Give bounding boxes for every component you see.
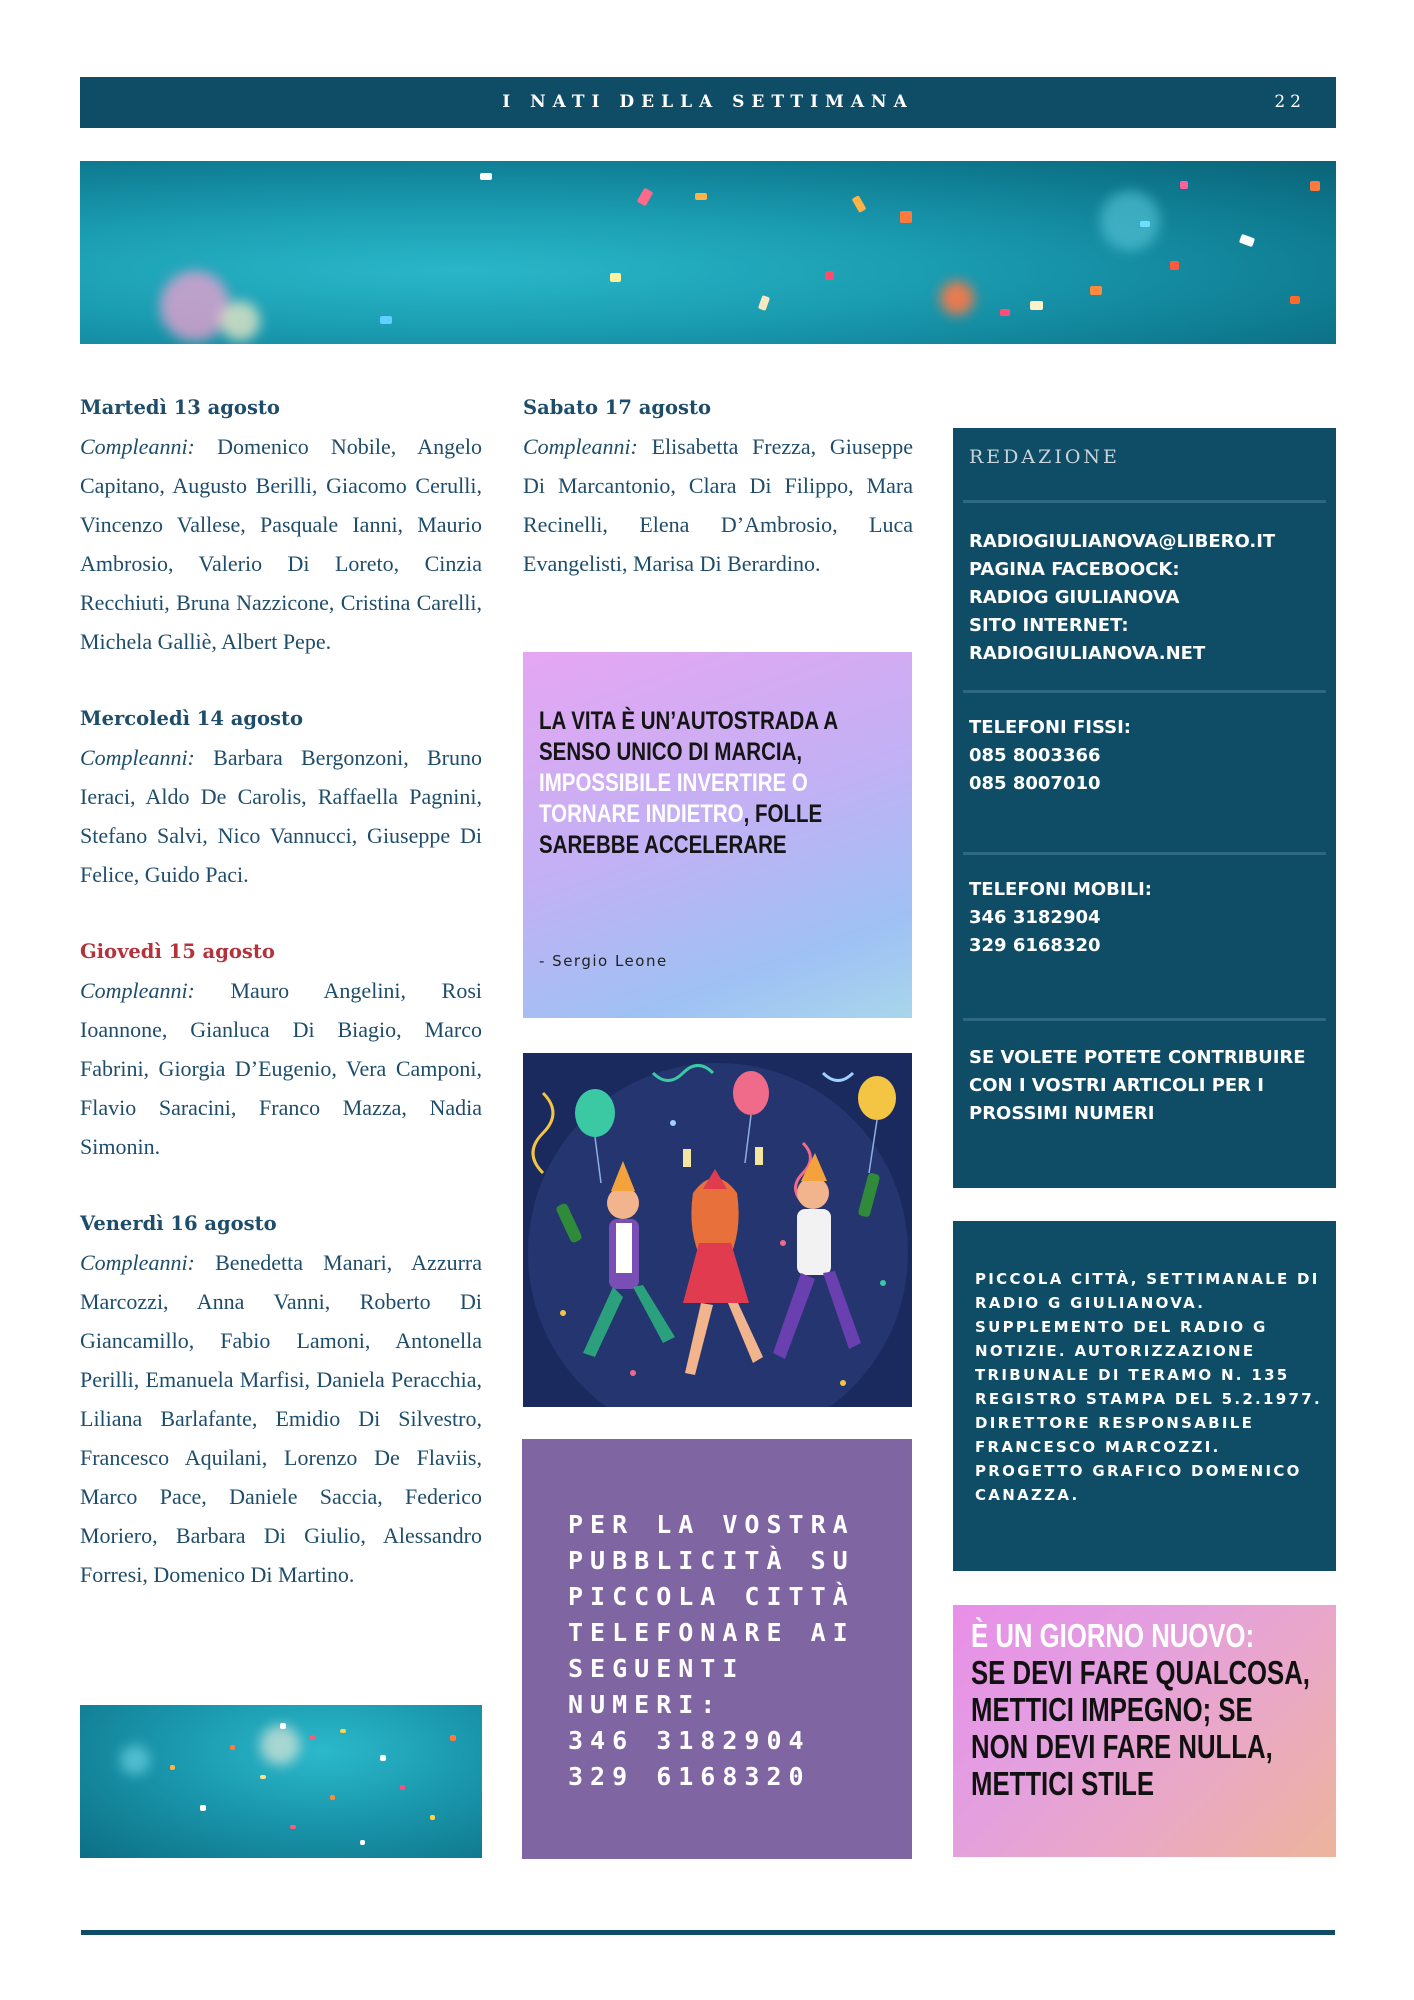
dancing-people-illustration (523, 1053, 912, 1407)
confetti-banner-image (80, 161, 1336, 344)
quote-part: LA VITA È UN’AUTOSTRADA A SENSO UNICO DI MARCIA, (539, 707, 838, 766)
page-header (80, 77, 1336, 128)
contribute-line: PROSSIMI NUMERI (969, 1103, 1155, 1124)
fixed-phones-label: TELEFONI FISSI: (969, 717, 1131, 738)
advertising-box (522, 1439, 912, 1859)
website-label: SITO INTERNET: (969, 615, 1129, 636)
day-names (80, 738, 482, 894)
facebook-value: RADIOG GIULIANOVA (969, 587, 1180, 608)
divider (963, 500, 1326, 503)
day-names (80, 971, 482, 1166)
phone-number: 085 8007010 (969, 773, 1101, 794)
day-title: Giovedì 15 agosto (80, 940, 275, 963)
colophon-box (953, 1221, 1336, 1571)
birthday-names: Barbara Bergonzoni, Bruno Ieraci, Aldo De Carolis, Raffaella Pagnini, Stefano Salvi, Nico Vannucci, Giuseppe Di Felice, Guido Paci. (80, 745, 482, 887)
quote-part: , FOLLE SAREBBE ACCELERARE (539, 800, 823, 859)
birthday-names: Elisabetta Frezza, Giuseppe Di Marcantonio, Clara Di Filippo, Mara Recinelli, Elena D’Ambrosio, Luca Evangelisti, Marisa Di Berardino. (523, 434, 913, 576)
day-names (80, 427, 482, 661)
quote-card (523, 652, 912, 1018)
phone-number: 329 6168320 (969, 935, 1101, 956)
quote-highlight: È UN GIORNO NUOVO: (971, 1617, 1255, 1654)
contribute-line: CON I VOSTRI ARTICOLI PER I (969, 1075, 1265, 1096)
redazione-title: REDAZIONE (969, 446, 1120, 468)
quote-text (539, 706, 892, 861)
ad-line: PICCOLA CITTÀ (568, 1582, 855, 1611)
quote-card-2 (953, 1605, 1336, 1857)
ad-phone: 346 3182904 (568, 1726, 811, 1755)
ad-line: PER LA VOSTRA (568, 1510, 855, 1539)
birthdays-middle-column (523, 388, 913, 621)
day-entry (80, 932, 482, 1166)
birthdays-label: Compleanni: (80, 434, 195, 459)
phone-number: 346 3182904 (969, 907, 1101, 928)
divider (963, 1018, 1326, 1021)
advertising-text (568, 1507, 912, 1795)
quote-text-2 (971, 1617, 1314, 1802)
confetti-small-image (80, 1705, 482, 1858)
divider (963, 852, 1326, 855)
birthdays-label: Compleanni: (80, 978, 195, 1003)
quote-highlight: IMPOSSIBILE INVERTIRE O TORNARE INDIETRO (539, 769, 808, 828)
facebook-label: PAGINA FACEBOOCK: (969, 559, 1180, 580)
day-title: Venerdì 16 agosto (80, 1212, 277, 1235)
day-entry (523, 388, 913, 583)
mobile-phones-block (969, 876, 1152, 960)
birthday-names: Benedetta Manari, Azzurra Marcozzi, Anna Vanni, Roberto Di Giancamillo, Fabio Lamoni, Antonella Perilli, Emanuela Marfisi, Daniela Peracchia, Liliana Barlafante, Emidio Di Silvestro, Francesco Aquilani, Lorenzo De Flaviis, Marco Pace, Daniele Saccia, Federico Moriero, Barbara Di Giulio, Alessandro Forresi, Domenico Di Martino. (80, 1250, 483, 1587)
email-text: RADIOGIULIANOVA@LIBERO.IT (969, 531, 1276, 552)
redazione-box (953, 428, 1336, 1188)
birthdays-label: Compleanni: (80, 745, 195, 770)
day-title: Martedì 13 agosto (80, 396, 280, 419)
divider (963, 690, 1326, 693)
day-names (80, 1243, 482, 1594)
birthday-names: Mauro Angelini, Rosi Ioannone, Gianluca Di Biagio, Marco Fabrini, Giorgia D’Eugenio, Vera Camponi, Flavio Saracini, Franco Mazza, Nadia Simonin. (80, 978, 482, 1159)
birthdays-label: Compleanni: (80, 1250, 195, 1275)
quote-part: SE DEVI FARE QUALCOSA, METTICI IMPEGNO; SE NON DEVI FARE NULLA, METTICI STILE (971, 1654, 1310, 1802)
day-title: Sabato 17 agosto (523, 396, 711, 419)
quote-author: - Sergio Leone (539, 952, 668, 970)
day-title: Mercoledì 14 agosto (80, 707, 303, 730)
day-names (523, 427, 913, 583)
birthdays-left-column (80, 388, 482, 1632)
ad-phone: 329 6168320 (568, 1762, 811, 1791)
day-entry (80, 1204, 482, 1594)
website-value: RADIOGIULIANOVA.NET (969, 643, 1206, 664)
footer-divider (81, 1930, 1335, 1935)
colophon-text: PICCOLA CITTÀ, SETTIMANALE DI RADIO G GIULIANOVA. SUPPLEMENTO DEL RADIO G NOTIZIE. AUTORIZZAZIONE TRIBUNALE DI TERAMO N. 135 REGISTRO STAMPA DEL 5.2.1977. DIRETTORE RESPONSABILE FRANCESCO MARCOZZI. PROGETTO GRAFICO DOMENICO CANAZZA. (975, 1270, 1322, 1504)
ad-line: PUBBLICITÀ SU (568, 1546, 855, 1575)
fixed-phones-block (969, 714, 1131, 798)
day-entry (80, 699, 482, 894)
day-entry (80, 388, 482, 661)
ad-line: TELEFONARE AI (568, 1618, 855, 1647)
ad-line: SEGUENTI NUMERI: (568, 1654, 745, 1719)
page-number: 22 (1274, 92, 1306, 112)
mobile-phones-label: TELEFONI MOBILI: (969, 879, 1152, 900)
party-illustration (523, 1053, 912, 1407)
birthdays-label: Compleanni: (523, 434, 638, 459)
contribute-line: SE VOLETE POTETE CONTRIBUIRE (969, 1047, 1306, 1068)
contacts-block (969, 528, 1275, 668)
birthday-names: Domenico Nobile, Angelo Capitano, Augusto Berilli, Giacomo Cerulli, Vincenzo Vallese, Pasquale Ianni, Maurio Ambrosio, Valerio Di Loreto, Cinzia Recchiuti, Bruna Nazzicone, Cristina Carelli, Michela Galliè, Albert Pepe. (80, 434, 483, 654)
phone-number: 085 8003366 (969, 745, 1101, 766)
page-title: I NATI DELLA SETTIMANA (502, 92, 914, 112)
contribute-block (969, 1044, 1306, 1128)
